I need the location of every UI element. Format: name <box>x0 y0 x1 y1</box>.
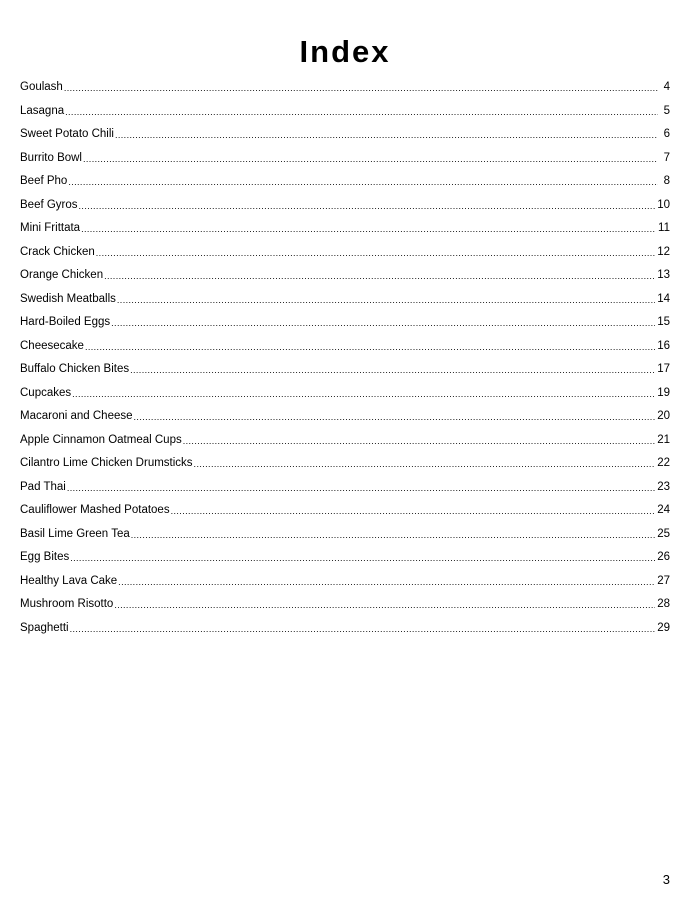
index-entry <box>20 405 670 429</box>
index-entry <box>20 617 670 641</box>
entry-page-number: 8 <box>663 175 670 187</box>
entry-page-number: 16 <box>657 339 670 352</box>
entry-title: Apple Cinnamon Oatmeal Cups <box>20 433 182 446</box>
entry-page-number: 20 <box>657 410 670 422</box>
index-entry <box>20 123 670 147</box>
dot-leader <box>70 547 655 571</box>
dot-leader <box>67 477 655 501</box>
entry-title: Cupcakes <box>20 386 72 399</box>
index-entry <box>20 499 670 523</box>
index-entry <box>20 358 670 382</box>
entry-page-number: 19 <box>657 386 670 399</box>
entry-title: Macaroni and Cheese <box>20 410 133 422</box>
dot-leader <box>65 101 658 125</box>
dot-leader <box>115 124 658 148</box>
index-entry <box>20 476 670 500</box>
dot-leader <box>83 148 658 172</box>
entry-title: Beef Gyros <box>20 198 78 211</box>
index-entry <box>20 335 670 359</box>
entry-page-number: 21 <box>657 433 670 446</box>
dot-leader <box>111 312 655 336</box>
index-entry <box>20 311 670 335</box>
index-entry <box>20 76 670 100</box>
page-title: Index <box>299 34 391 69</box>
index-entry <box>20 452 670 476</box>
entry-page-number: 11 <box>658 222 670 234</box>
dot-leader <box>134 406 656 430</box>
dot-leader <box>194 453 656 477</box>
dot-leader <box>131 524 655 548</box>
entry-page-number: 5 <box>663 104 670 117</box>
entry-page-number: 14 <box>657 292 670 305</box>
entry-page-number: 27 <box>657 574 670 587</box>
entry-title: Basil Lime Green Tea <box>20 527 130 540</box>
entry-title: Pad Thai <box>20 480 66 493</box>
entry-page-number: 28 <box>657 598 670 610</box>
entry-title: Healthy Lava Cake <box>20 574 118 587</box>
entry-title: Buffalo Chicken Bites <box>20 363 130 375</box>
entry-title: Cauliflower Mashed Potatoes <box>20 504 170 516</box>
entry-title: Goulash <box>20 81 63 93</box>
entry-title: Cilantro Lime Chicken Drumsticks <box>20 457 193 469</box>
entry-page-number: 4 <box>663 81 670 93</box>
index-entry <box>20 241 670 265</box>
entry-title: Mini Frittata <box>20 222 81 234</box>
dot-leader <box>79 195 656 219</box>
entry-page-number: 22 <box>657 457 670 469</box>
index-entry <box>20 217 670 241</box>
dot-leader <box>171 500 656 524</box>
dot-leader <box>117 289 655 313</box>
index-entry <box>20 170 670 194</box>
entry-page-number: 12 <box>657 245 670 258</box>
entry-page-number: 24 <box>657 504 670 516</box>
entry-page-number: 13 <box>657 269 670 281</box>
entry-page-number: 26 <box>657 551 670 563</box>
footer-page-number: 3 <box>662 872 670 887</box>
dot-leader <box>114 594 655 618</box>
entry-page-number: 25 <box>657 527 670 540</box>
entry-title: Orange Chicken <box>20 269 104 281</box>
entry-page-number: 17 <box>657 363 670 375</box>
index-entry <box>20 593 670 617</box>
entry-title: Beef Pho <box>20 175 68 187</box>
dot-leader <box>64 77 658 101</box>
entry-page-number: 6 <box>663 128 670 140</box>
entry-page-number: 15 <box>657 316 670 328</box>
entry-title: Lasagna <box>20 104 65 117</box>
index-entry <box>20 264 670 288</box>
entry-page-number: 29 <box>657 621 670 634</box>
index-entry <box>20 382 670 406</box>
entry-title: Spaghetti <box>20 621 69 634</box>
index-entry <box>20 570 670 594</box>
dot-leader <box>81 218 656 242</box>
entry-title: Sweet Potato Chili <box>20 128 114 140</box>
index-entry <box>20 100 670 124</box>
entry-title: Burrito Bowl <box>20 151 82 164</box>
entry-title: Mushroom Risotto <box>20 598 114 610</box>
dot-leader <box>70 618 656 642</box>
dot-leader <box>85 336 655 360</box>
entry-page-number: 10 <box>657 198 670 211</box>
dot-leader <box>118 571 655 595</box>
entry-page-number: 7 <box>663 151 670 164</box>
dot-leader <box>68 171 658 195</box>
entry-page-number: 23 <box>657 480 670 493</box>
index-entry <box>20 147 670 171</box>
entry-title: Swedish Meatballs <box>20 292 116 305</box>
dot-leader <box>130 359 655 383</box>
index-entry <box>20 194 670 218</box>
index-entry <box>20 288 670 312</box>
index-entry <box>20 523 670 547</box>
dot-leader <box>72 383 655 407</box>
entry-title: Crack Chicken <box>20 245 95 258</box>
entry-title: Hard-Boiled Eggs <box>20 316 111 328</box>
dot-leader <box>96 242 655 266</box>
index-entry <box>20 546 670 570</box>
dot-leader <box>183 430 655 454</box>
entry-title: Egg Bites <box>20 551 70 563</box>
entry-title: Cheesecake <box>20 339 84 352</box>
dot-leader <box>104 265 655 289</box>
index-list <box>20 76 670 640</box>
index-entry <box>20 429 670 453</box>
